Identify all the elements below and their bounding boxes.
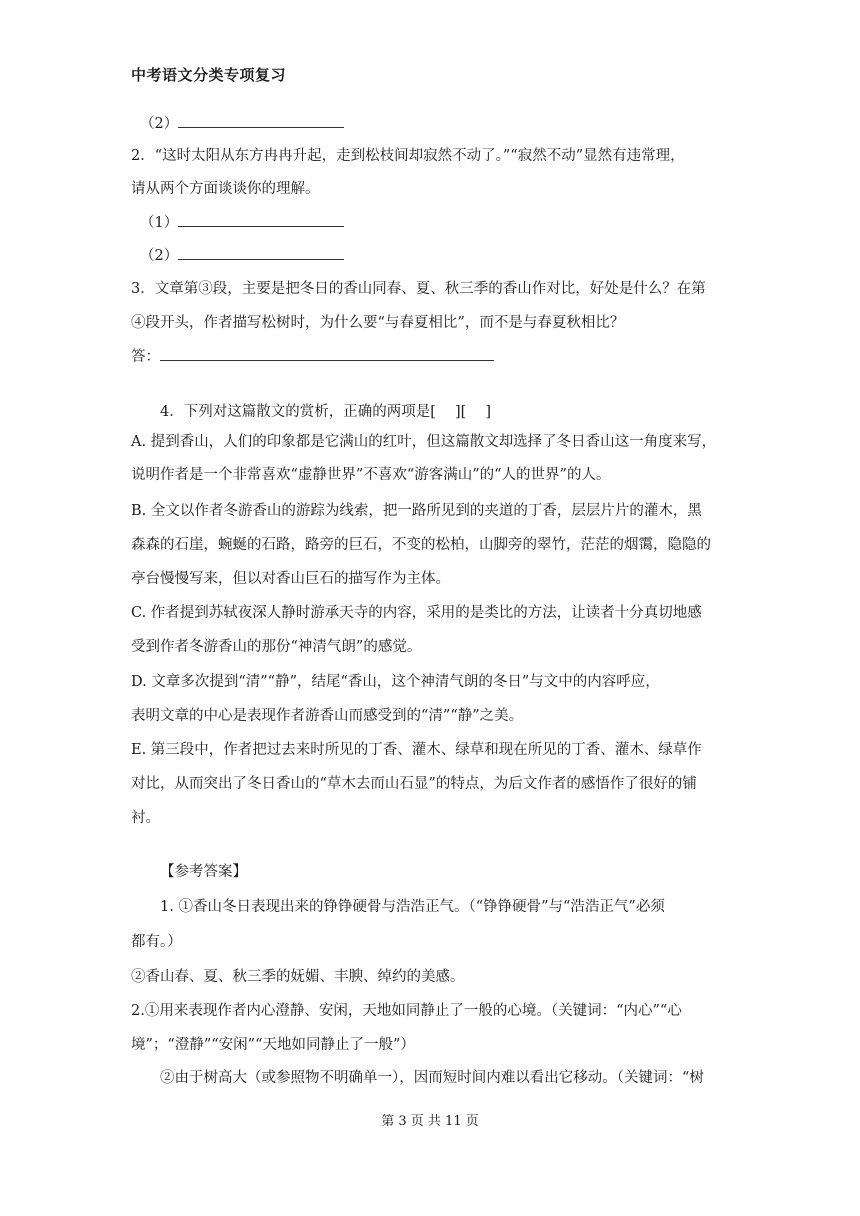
blank-label: （2） bbox=[140, 248, 179, 264]
answer-label: 答： bbox=[131, 349, 160, 365]
option-e-line1: E. 第三段中，作者把过去来时所见的丁香、灌木、绿草和现在所见的丁香、灌木、绿草作 bbox=[131, 742, 702, 758]
answer2-line2: 境”；“澄静”“安闲”“天地如同静止了一般”） bbox=[131, 1037, 415, 1053]
q3-text-line1: 3．文章第③段，主要是把冬日的香山同春、夏、秋三季的香山作对比，好处是什么？在第 bbox=[131, 281, 706, 297]
answer1-line1: 1. ①香山冬日表现出来的铮铮硬骨与浩浩正气。（“铮铮硬骨”与“浩浩正气”必须 bbox=[160, 899, 665, 915]
option-c-line1: C. 作者提到苏轼夜深人静时游承天寺的内容，采用的是类比的方法，让读者十分真切地感 bbox=[131, 605, 702, 621]
document-header-title: 中考语文分类专项复习 bbox=[131, 66, 287, 84]
blank-label: （1） bbox=[140, 215, 179, 231]
option-e-line2: 对比，从而突出了冬日香山的“草木去而山石显”的特点，为后文作者的感悟作了很好的铺 bbox=[131, 776, 697, 792]
answers-heading: 【参考答案】 bbox=[160, 864, 247, 880]
q4-stem: 4．下列对这篇散文的赏析，正确的两项是[ ][ ] bbox=[160, 404, 492, 420]
option-d-line1: D. 文章多次提到“清”“静”，结尾“香山，这个神清气朗的冬日”与文中的内容呼应， bbox=[131, 674, 660, 690]
option-b-line2: 森森的石崖，蜿蜒的石路，路旁的巨石，不变的松柏，山脚旁的翠竹，茫茫的烟霭，隐隐的 bbox=[131, 537, 711, 553]
q2-text-line2: 请从两个方面谈谈你的理解。 bbox=[131, 181, 320, 197]
q2-text-line1: 2．“这时太阳从东方冉冉升起，走到松枝间却寂然不动了。”“寂然不动”显然有违常理， bbox=[131, 148, 685, 164]
option-a-line2: 说明作者是一个非常喜欢“虚静世界”不喜欢“游客满山”的“人的世界”的人。 bbox=[131, 467, 611, 483]
q2-blank-1 bbox=[140, 212, 344, 233]
q2-blank-2 bbox=[140, 245, 344, 266]
option-a-line1: A. 提到香山，人们的印象都是它满山的红叶，但这篇散文却选择了冬日香山这一角度来写， bbox=[131, 434, 717, 450]
answer2-line3: ②由于树高大（或参照物不明确单一），因而短时间内难以看出它移动。（关键词：“树 bbox=[160, 1070, 704, 1086]
answer1-line3: ②香山春、夏、秋三季的妩媚、丰腴、绰约的美感。 bbox=[131, 969, 465, 985]
answer-blank-line bbox=[178, 245, 344, 260]
option-d-line2: 表明文章的中心是表现作者游香山而感受到的“清”“静”之美。 bbox=[131, 708, 524, 724]
q3-text-line2: ④段开头，作者描写松树时，为什么要“与春夏相比”，而不是与春夏秋相比？ bbox=[131, 315, 625, 331]
option-c-line2: 受到作者冬游香山的那份“神清气朗”的感觉。 bbox=[131, 639, 422, 655]
answer-blank-line bbox=[160, 346, 494, 361]
answer-blank-line bbox=[178, 113, 344, 128]
answer1-line2: 都有。） bbox=[131, 934, 182, 950]
option-e-line3: 衬。 bbox=[131, 810, 160, 826]
answer-blank-line bbox=[178, 212, 344, 227]
answer2-line1: 2.①用来表现作者内心澄静、安闲，天地如同静止了一般的心境。（关键词：“内心”“心 bbox=[131, 1003, 682, 1019]
page-footer: 第 3 页 共 11 页 bbox=[381, 1114, 479, 1129]
q3-answer-line bbox=[131, 346, 494, 367]
option-b-line3: 亭台慢慢写来，但以对香山巨石的描写作为主体。 bbox=[131, 571, 450, 587]
option-b-line1: B. 全文以作者冬游香山的游踪为线索，把一路所见到的夹道的丁香，层层片片的灌木，黑 bbox=[131, 503, 702, 519]
q1-blank-2 bbox=[140, 113, 344, 134]
blank-label: （2） bbox=[140, 116, 179, 132]
